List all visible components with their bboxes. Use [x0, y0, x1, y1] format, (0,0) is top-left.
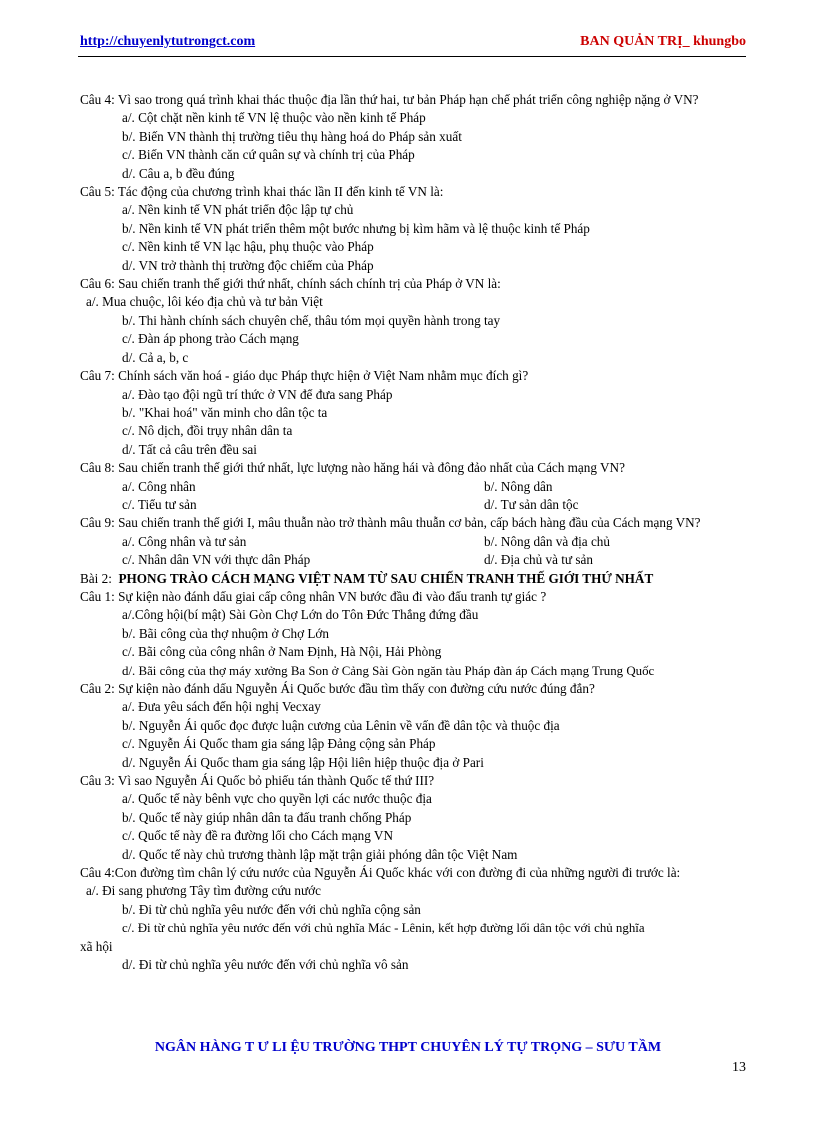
section-title: PHONG TRÀO CÁCH MẠNG VIỆT NAM TỪ SAU CHIẾN TRANH THẾ GIỚI THỨ NHẤT [118, 570, 654, 586]
answer-option: c/. Nhân dân VN với thực dân Pháp [122, 552, 311, 568]
answer-option: c/. Nền kinh tế VN lạc hậu, phụ thuộc vào Pháp [122, 239, 374, 255]
question-title: Câu 4:Con đường tìm chân lý cứu nước của Nguyễn Ái Quốc khác với con đường đi của những người đi trước là: [80, 865, 681, 881]
answer-option: c/. Nô dịch, đồi trụy nhân dân ta [122, 423, 293, 439]
question-title: Câu 6: Sau chiến tranh thế giới thứ nhất, chính sách chính trị của Pháp ở VN là: [80, 276, 501, 292]
answer-option: c/. Đàn áp phong trào Cách mạng [122, 331, 299, 347]
answer-option: d/. Tất cả câu trên đều sai [122, 441, 257, 457]
question-title: Câu 9: Sau chiến tranh thế giới I, mâu thuẫn nào trở thành mâu thuẫn cơ bản, cấp bách hàng đầu của Cách mạng VN? [80, 515, 701, 531]
answer-option: a/. Công nhân và tư sản [122, 533, 247, 549]
answer-option: b/. Nguyễn Ái quốc đọc được luận cương của Lênin về vấn đề dân tộc và thuộc địa [122, 717, 560, 733]
answer-option: d/. VN trở thành thị trường độc chiếm của Pháp [122, 257, 374, 273]
answer-option: d/. Nguyễn Ái Quốc tham gia sáng lập Hội liên hiệp thuộc địa ở Pari [122, 754, 484, 770]
answer-option: a/. Cột chặt nền kinh tế VN lệ thuộc vào nền kinh tế Pháp [122, 110, 426, 126]
answer-option: d/. Quốc tế này chủ trương thành lập mặt trận giải phóng dân tộc Việt Nam [122, 846, 518, 862]
answer-option: b/. Quốc tế này giúp nhân dân ta đấu tranh chống Pháp [122, 809, 412, 825]
admin-credit: BAN QUẢN TRỊ_ khungbo [580, 34, 746, 49]
document-body [80, 91, 746, 975]
answer-option: d/. Địa chủ và tư sản [484, 552, 593, 568]
answer-option: a/. Nền kinh tế VN phát triển độc lập tự chủ [122, 202, 354, 218]
answer-option: b/. Đi từ chủ nghĩa yêu nước đến với chủ nghĩa cộng sản [122, 901, 421, 917]
answer-option: c/. Bãi công của công nhân ở Nam Định, Hà Nội, Hải Phòng [122, 644, 442, 660]
answer-option: b/. Thi hành chính sách chuyên chế, thâu tóm mọi quyền hành trong tay [122, 312, 501, 328]
answer-row [80, 496, 746, 514]
answer-option: d/. Đi từ chủ nghĩa yêu nước đến với chủ nghĩa vô sản [122, 957, 409, 973]
section-prefix: Bài 2: [80, 570, 112, 586]
answer-option: a/. Quốc tế này bênh vực cho quyền lợi các nước thuộc địa [122, 791, 432, 807]
answer-option: b/. Nông dân [484, 478, 553, 494]
answer-option: a/. Mua chuộc, lôi kéo địa chủ và tư bản Việt [86, 294, 323, 310]
header-divider [78, 56, 746, 57]
answer-option: b/. "Khai hoá" văn minh cho dân tộc ta [122, 404, 328, 420]
answer-row [80, 478, 746, 496]
answer-option: d/. Câu a, b đều đúng [122, 165, 235, 181]
answer-option: a/. Công nhân [122, 478, 196, 494]
question-title: Câu 5: Tác động của chương trình khai thác lần II đến kinh tế VN là: [80, 184, 444, 200]
answer-row [80, 533, 746, 551]
answer-row [80, 551, 746, 569]
page-number: 13 [732, 1060, 746, 1075]
answer-option: c/. Nguyễn Ái Quốc tham gia sáng lập Đảng cộng sản Pháp [122, 736, 436, 752]
answer-option: a/. Đi sang phương Tây tìm đường cứu nước [86, 883, 321, 899]
footer-credit: NGÂN HÀNG T Ư LI ỆU TRƯỜNG THPT CHUYÊN LÝ TỰ TRỌNG – SƯU TẦM [154, 1040, 662, 1055]
question-title: Câu 4: Vì sao trong quá trình khai thác thuộc địa lần thứ hai, tư bản Pháp hạn chế phát triển công nghiệp nặng ở VN? [80, 92, 699, 107]
answer-option: c/. Đi từ chủ nghĩa yêu nước đến với chủ nghĩa Mác - Lênin, kết hợp đường lối dân tộc với chủ nghĩa [122, 921, 645, 936]
answer-option: b/. Nền kinh tế VN phát triển thêm một bước nhưng bị kìm hãm và lệ thuộc kinh tế Pháp [122, 220, 590, 236]
answer-option: d/. Cả a, b, c [122, 349, 189, 365]
answer-option: b/. Bãi công của thợ nhuộm ở Chợ Lớn [122, 625, 330, 641]
answer-option: b/. Biến VN thành thị trường tiêu thụ hàng hoá do Pháp sản xuất [122, 128, 462, 144]
answer-option: d/. Tư sản dân tộc [484, 496, 579, 512]
answer-option: c/. Quốc tế này đề ra đường lối cho Cách mạng VN [122, 828, 393, 844]
answer-option: c/. Tiểu tư sản [122, 496, 197, 512]
question-title: Câu 1: Sự kiện nào đánh dấu giai cấp công nhân VN bước đầu đi vào đấu tranh tự giác ? [80, 588, 547, 604]
question-title: Câu 8: Sau chiến tranh thế giới thứ nhất, lực lượng nào hăng hái và đông đảo nhất của Cách mạng VN? [80, 460, 625, 476]
answer-option: a/. Đưa yêu sách đến hội nghị Vecxay [122, 699, 321, 715]
site-link[interactable]: http://chuyenlytutrongct.com [80, 34, 256, 49]
question-title: Câu 7: Chính sách văn hoá - giáo dục Pháp thực hiện ở Việt Nam nhằm mục đích gì? [80, 368, 529, 384]
answer-option: b/. Nông dân và địa chủ [484, 533, 610, 549]
question-title: Câu 3: Vì sao Nguyễn Ái Quốc bỏ phiếu tán thành Quốc tế thứ III? [80, 773, 435, 789]
answer-option: c/. Biến VN thành căn cứ quân sự và chính trị của Pháp [122, 147, 415, 163]
section-heading [80, 570, 746, 588]
answer-option: a/. Đào tạo đội ngũ trí thức ở VN để đưa sang Pháp [122, 386, 393, 402]
answer-option: d/. Bãi công của thợ máy xưởng Ba Son ở Cảng Sài Gòn ngăn tàu Pháp đàn áp Cách mạng Trung Quốc [122, 663, 655, 678]
answer-option-continued: xã hội [80, 938, 113, 954]
answer-option: a/.Công hội(bí mật) Sài Gòn Chợ Lớn do Tôn Đức Thắng đứng đầu [122, 607, 479, 623]
question-title: Câu 2: Sự kiện nào đánh dấu Nguyễn Ái Quốc bước đầu tìm thấy con đường cứu nước đúng đắn? [80, 681, 595, 696]
